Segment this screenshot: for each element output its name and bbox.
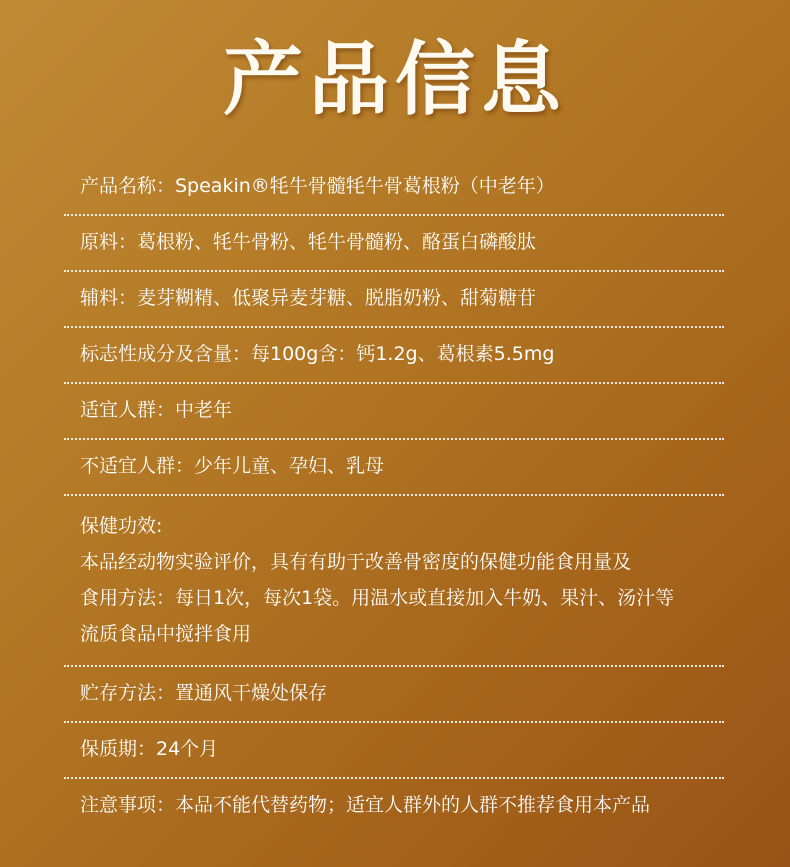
storage-text: 贮存方法：置通风干燥处保存 [80,682,328,704]
excipients-text: 辅料：麦芽糊精、低聚异麦芽糖、脱脂奶粉、甜菊糖苷 [80,287,537,309]
product-name-text: 产品名称：Speakin®牦牛骨髓牦牛骨葛根粉（中老年） [80,175,555,197]
info-row-suitable-group [64,384,724,440]
precautions-text: 注意事项：本品不能代替药物；适宜人群外的人群不推荐食用本产品 [80,794,651,816]
key-ingredients-text: 标志性成分及含量：每100g含：钙1.2g、葛根素5.5mg [80,343,555,365]
health-function-line-1: 本品经动物实验评价，具有有助于改善骨密度的保健功能食用量及 [80,551,632,573]
health-function-line-2: 食用方法：每日1次，每次1袋。用温水或直接加入牛奶、果汁、汤汁等 [80,587,675,609]
info-row-excipients [64,272,724,328]
shelf-life-text: 保质期：24个月 [80,738,219,760]
ingredients-text: 原料：葛根粉、牦牛骨粉、牦牛骨髓粉、酪蛋白磷酸肽 [80,231,537,253]
info-row-shelf-life [64,723,724,779]
info-row-health-function [64,496,724,667]
suitable-group-text: 适宜人群：中老年 [80,399,233,421]
info-row-storage [64,667,724,723]
info-row-key-ingredients [64,328,724,384]
page-title: 产品信息 [223,33,567,126]
info-row-ingredients [64,216,724,272]
info-row-unsuitable-group [64,440,724,496]
product-info-list [64,160,724,833]
health-function-line-3: 流质食品中搅拌食用 [80,623,252,645]
health-function-heading: 保健功效: [80,515,163,537]
info-row-precautions [64,779,724,833]
unsuitable-group-text: 不适宜人群：少年儿童、孕妇、乳母 [80,455,385,477]
info-row-product-name [64,160,724,216]
